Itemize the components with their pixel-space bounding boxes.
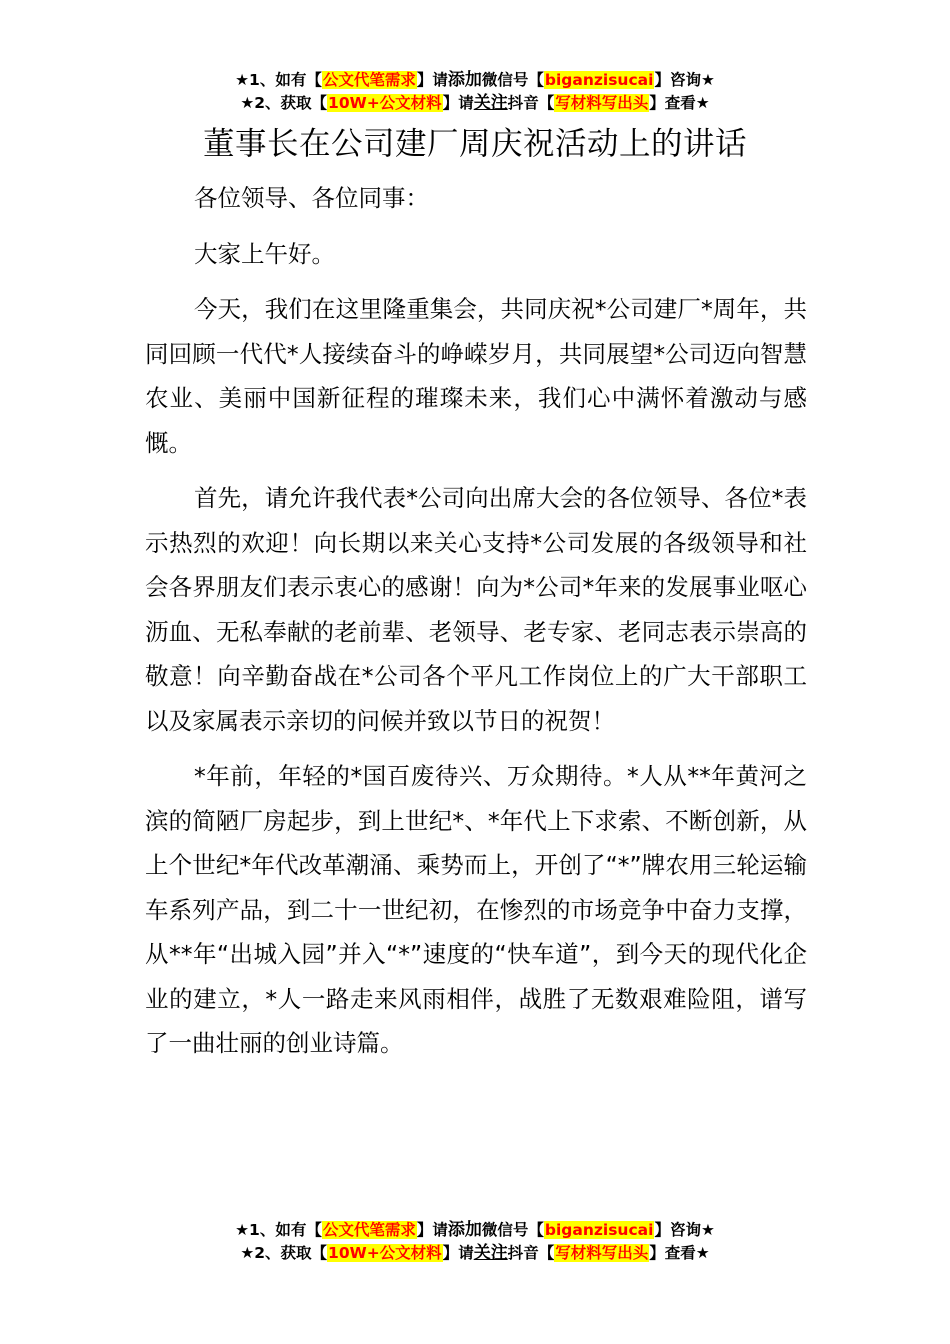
promo-text: ★1、如有【: [235, 71, 322, 89]
promo-banner-bottom: [0, 1219, 950, 1265]
document-body: [145, 176, 807, 1077]
promo-text: ★1、如有【: [235, 1221, 322, 1239]
paragraph-opening: 今天，我们在这里隆重集会，共同庆祝*公司建厂*周年，共同回顾一代代*人接续奋斗的峥嵘岁月，共同展望*公司迈向智慧农业、美丽中国新征程的璀璨未来，我们心中满怀着激动与感慨。: [145, 295, 807, 457]
promo-text: 】请: [442, 1244, 474, 1262]
promo-line-1: [0, 69, 950, 92]
promo-emphasis: 关注: [473, 93, 508, 113]
promo-text: 】咨询★: [654, 71, 715, 89]
promo-text: 】查看★: [649, 94, 710, 112]
paragraph-thanks: 首先，请允许我代表*公司向出席大会的各位领导、各位*表示热烈的欢迎！向长期以来关心支持*公司发展的各级领导和社会各界朋友们表示衷心的感谢！向为*公司*年来的发展事业呕心沥血、无私奉献的老前辈、老领导、老专家、老同志表示崇高的敬意！向辛勤奋战在*公司各个平凡工作岗位上的广大干部职工以及家属表示亲切的问候并致以节日的祝贺！: [145, 484, 807, 735]
promo-emphasis: 添加: [447, 1220, 482, 1240]
paragraph-salutation: 各位领导、各位同事：: [194, 184, 429, 212]
promo-banner-top: [0, 69, 950, 115]
promo-highlight: 公文代笔需求: [322, 71, 416, 89]
promo-emphasis: 添加: [447, 70, 482, 90]
promo-text: 微信号【: [481, 71, 544, 89]
document-title: 董事长在公司建厂周庆祝活动上的讲话: [202, 126, 747, 162]
promo-wechat-id: biganzisucai: [544, 71, 654, 89]
promo-text: 】咨询★: [654, 1221, 715, 1239]
promo-text: 微信号【: [481, 1221, 544, 1239]
paragraph-greeting: 大家上午好。: [194, 239, 335, 268]
promo-line-2: [0, 1242, 950, 1265]
promo-text: 】请: [442, 94, 474, 112]
promo-text: 】请: [416, 71, 448, 89]
promo-text: 抖音【: [507, 94, 555, 112]
promo-text: 抖音【: [507, 1244, 555, 1262]
promo-douyin-id: 写材料写出头: [555, 1244, 649, 1262]
promo-highlight: 10W+公文材料: [328, 94, 442, 112]
promo-highlight: 公文代笔需求: [322, 1221, 416, 1239]
promo-highlight: 10W+公文材料: [328, 1244, 442, 1262]
promo-text: ★2、获取【: [240, 1244, 328, 1262]
promo-line-2: [0, 92, 950, 115]
promo-text: ★2、获取【: [240, 94, 328, 112]
promo-wechat-id: biganzisucai: [544, 1221, 654, 1239]
promo-text: 】请: [416, 1221, 448, 1239]
paragraph-history: *年前，年轻的*国百废待兴、万众期待。*人从**年黄河之滨的简陋厂房起步，到上世纪*、*年代上下求索、不断创新，从上个世纪*年代改革潮涌、乘势而上，开创了“*”牌农用三轮运输车系列产品，到二十一世纪初，在惨烈的市场竞争中奋力支撑，从**年“出城入园”并入“*”速度的“快车道”，到今天的现代化企业的建立，*人一路走来风雨相伴，战胜了无数艰难险阻，谱写了一曲壮丽的创业诗篇。: [145, 762, 807, 1057]
promo-douyin-id: 写材料写出头: [555, 94, 649, 112]
promo-text: 】查看★: [649, 1244, 710, 1262]
promo-line-1: [0, 1219, 950, 1242]
promo-emphasis: 关注: [473, 1243, 508, 1263]
